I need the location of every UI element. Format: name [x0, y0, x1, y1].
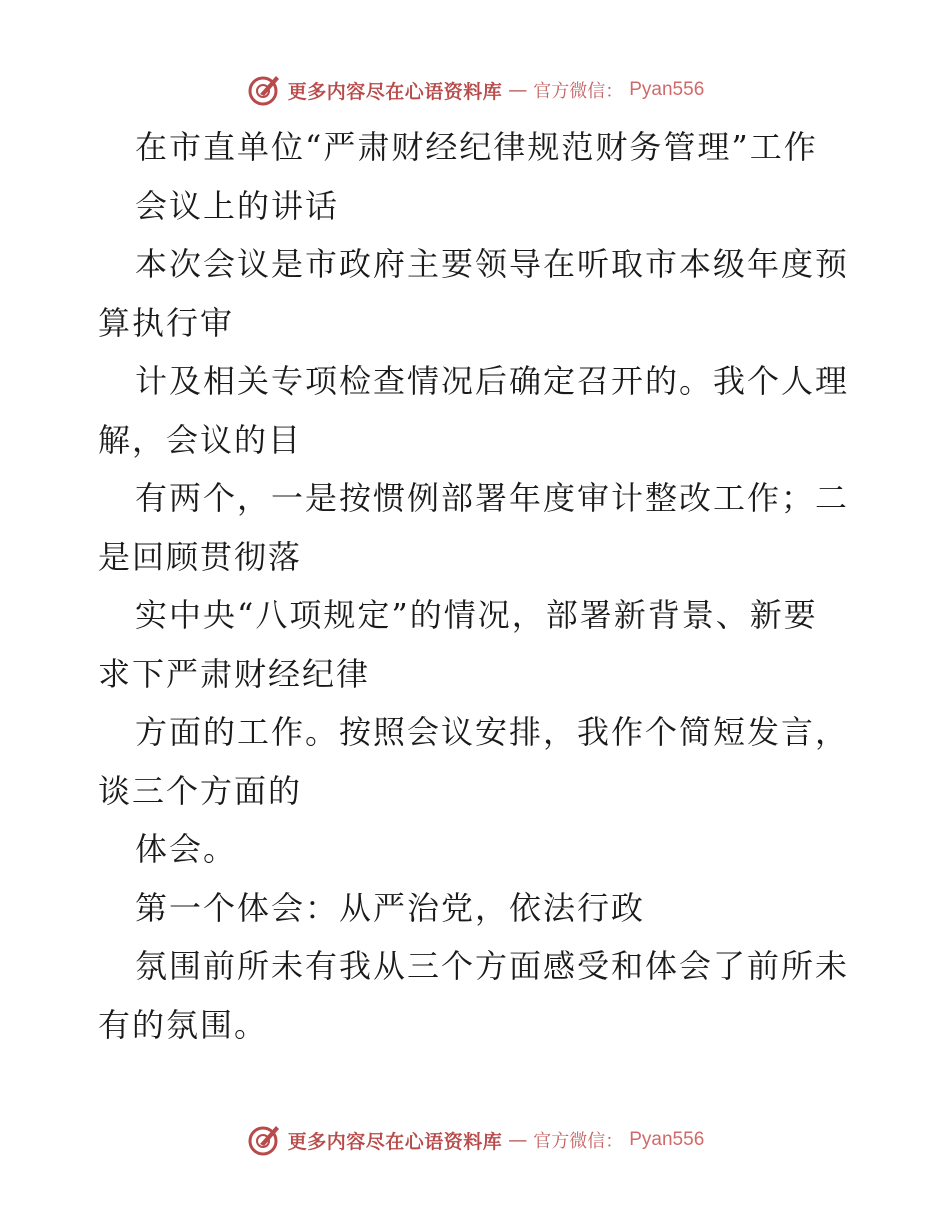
text-line: 本次会议是市政府主要领导在听取市本级年度预 [135, 245, 850, 283]
banner-separator: — [508, 1129, 528, 1151]
text-line: 计及相关专项检查情况后确定召开的。我个人理 [135, 362, 850, 400]
document-body [98, 118, 858, 1054]
text-line: 第一个体会：从严治党，依法行政 [135, 888, 646, 927]
text-line: 方面的工作。按照会议安排，我作个简短发言， [135, 713, 850, 751]
text-line: 有两个，一是按惯例部署年度审计整改工作；二 [135, 479, 850, 517]
banner-id: Pyan556 [629, 79, 705, 100]
brush-logo-icon [246, 72, 282, 108]
banner-text: 更多内容尽在心语资料库 [287, 80, 503, 103]
header-banner [0, 70, 950, 110]
text-line: 谈三个方面的 [98, 771, 303, 810]
banner-separator: — [508, 79, 528, 101]
brush-logo-icon [246, 1122, 282, 1158]
text-line: 实中央“八项规定”的情况，部署新背景、新要 [135, 596, 818, 634]
banner-id: Pyan556 [629, 1129, 705, 1150]
text-line: 有的氛围。 [98, 1005, 269, 1044]
text-line: 会议上的讲话 [135, 186, 340, 225]
text-line: 是回顾贯彻落 [98, 537, 303, 576]
banner-id-prefix: 官方微信： [533, 1131, 624, 1152]
text-line: 算执行审 [98, 303, 235, 342]
text-line: 在市直单位“严肃财经纪律规范财务管理”工作 [135, 128, 818, 166]
footer-banner [0, 1120, 950, 1160]
text-line: 解，会议的目 [98, 420, 303, 459]
banner-text: 更多内容尽在心语资料库 [287, 1130, 503, 1153]
text-line: 氛围前所未有我从三个方面感受和体会了前所未 [135, 947, 850, 985]
banner-id-prefix: 官方微信： [533, 81, 624, 102]
text-line: 求下严肃财经纪律 [98, 654, 371, 693]
text-line: 体会。 [135, 830, 238, 868]
